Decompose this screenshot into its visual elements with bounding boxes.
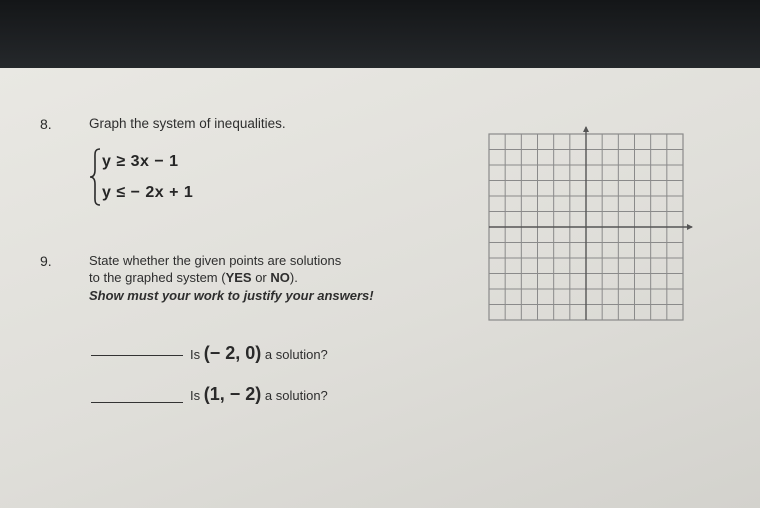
question-9-instruction: Show must your work to justify your answers! bbox=[89, 288, 374, 303]
coordinate-grid[interactable] bbox=[486, 126, 698, 326]
check-2-suffix: a solution? bbox=[264, 388, 328, 403]
x-axis-arrow-icon bbox=[687, 224, 693, 230]
question-8-number: 8. bbox=[40, 116, 52, 132]
line-2-text-a: to the graphed system ( bbox=[89, 270, 226, 285]
point-2: (1, − 2) bbox=[203, 384, 262, 404]
y-axis-arrow-icon bbox=[583, 126, 589, 132]
dark-top-bar bbox=[0, 0, 760, 68]
question-8-prompt: Graph the system of inequalities. bbox=[89, 116, 286, 131]
yes-word: YES bbox=[225, 270, 252, 285]
answer-blank-1[interactable] bbox=[91, 355, 183, 356]
no-word: NO bbox=[270, 270, 290, 285]
question-9-line-2 bbox=[89, 270, 298, 285]
line-2-text-b: or bbox=[251, 270, 271, 285]
question-9-line-1: State whether the given points are solutions bbox=[89, 253, 342, 268]
check-2-is: Is bbox=[190, 388, 201, 403]
point-1: (− 2, 0) bbox=[203, 343, 262, 363]
answer-blank-2[interactable] bbox=[91, 402, 183, 403]
inequality-1: y ≥ 3x − 1 bbox=[102, 153, 179, 170]
left-brace bbox=[89, 148, 101, 206]
check-1-is: Is bbox=[190, 347, 201, 362]
check-1-suffix: a solution? bbox=[264, 347, 328, 362]
check-2 bbox=[190, 384, 328, 405]
check-1 bbox=[190, 343, 328, 364]
inequality-2: y ≤ − 2x + 1 bbox=[102, 184, 194, 201]
line-2-text-c: ). bbox=[289, 270, 298, 285]
question-9-number: 9. bbox=[40, 253, 52, 269]
